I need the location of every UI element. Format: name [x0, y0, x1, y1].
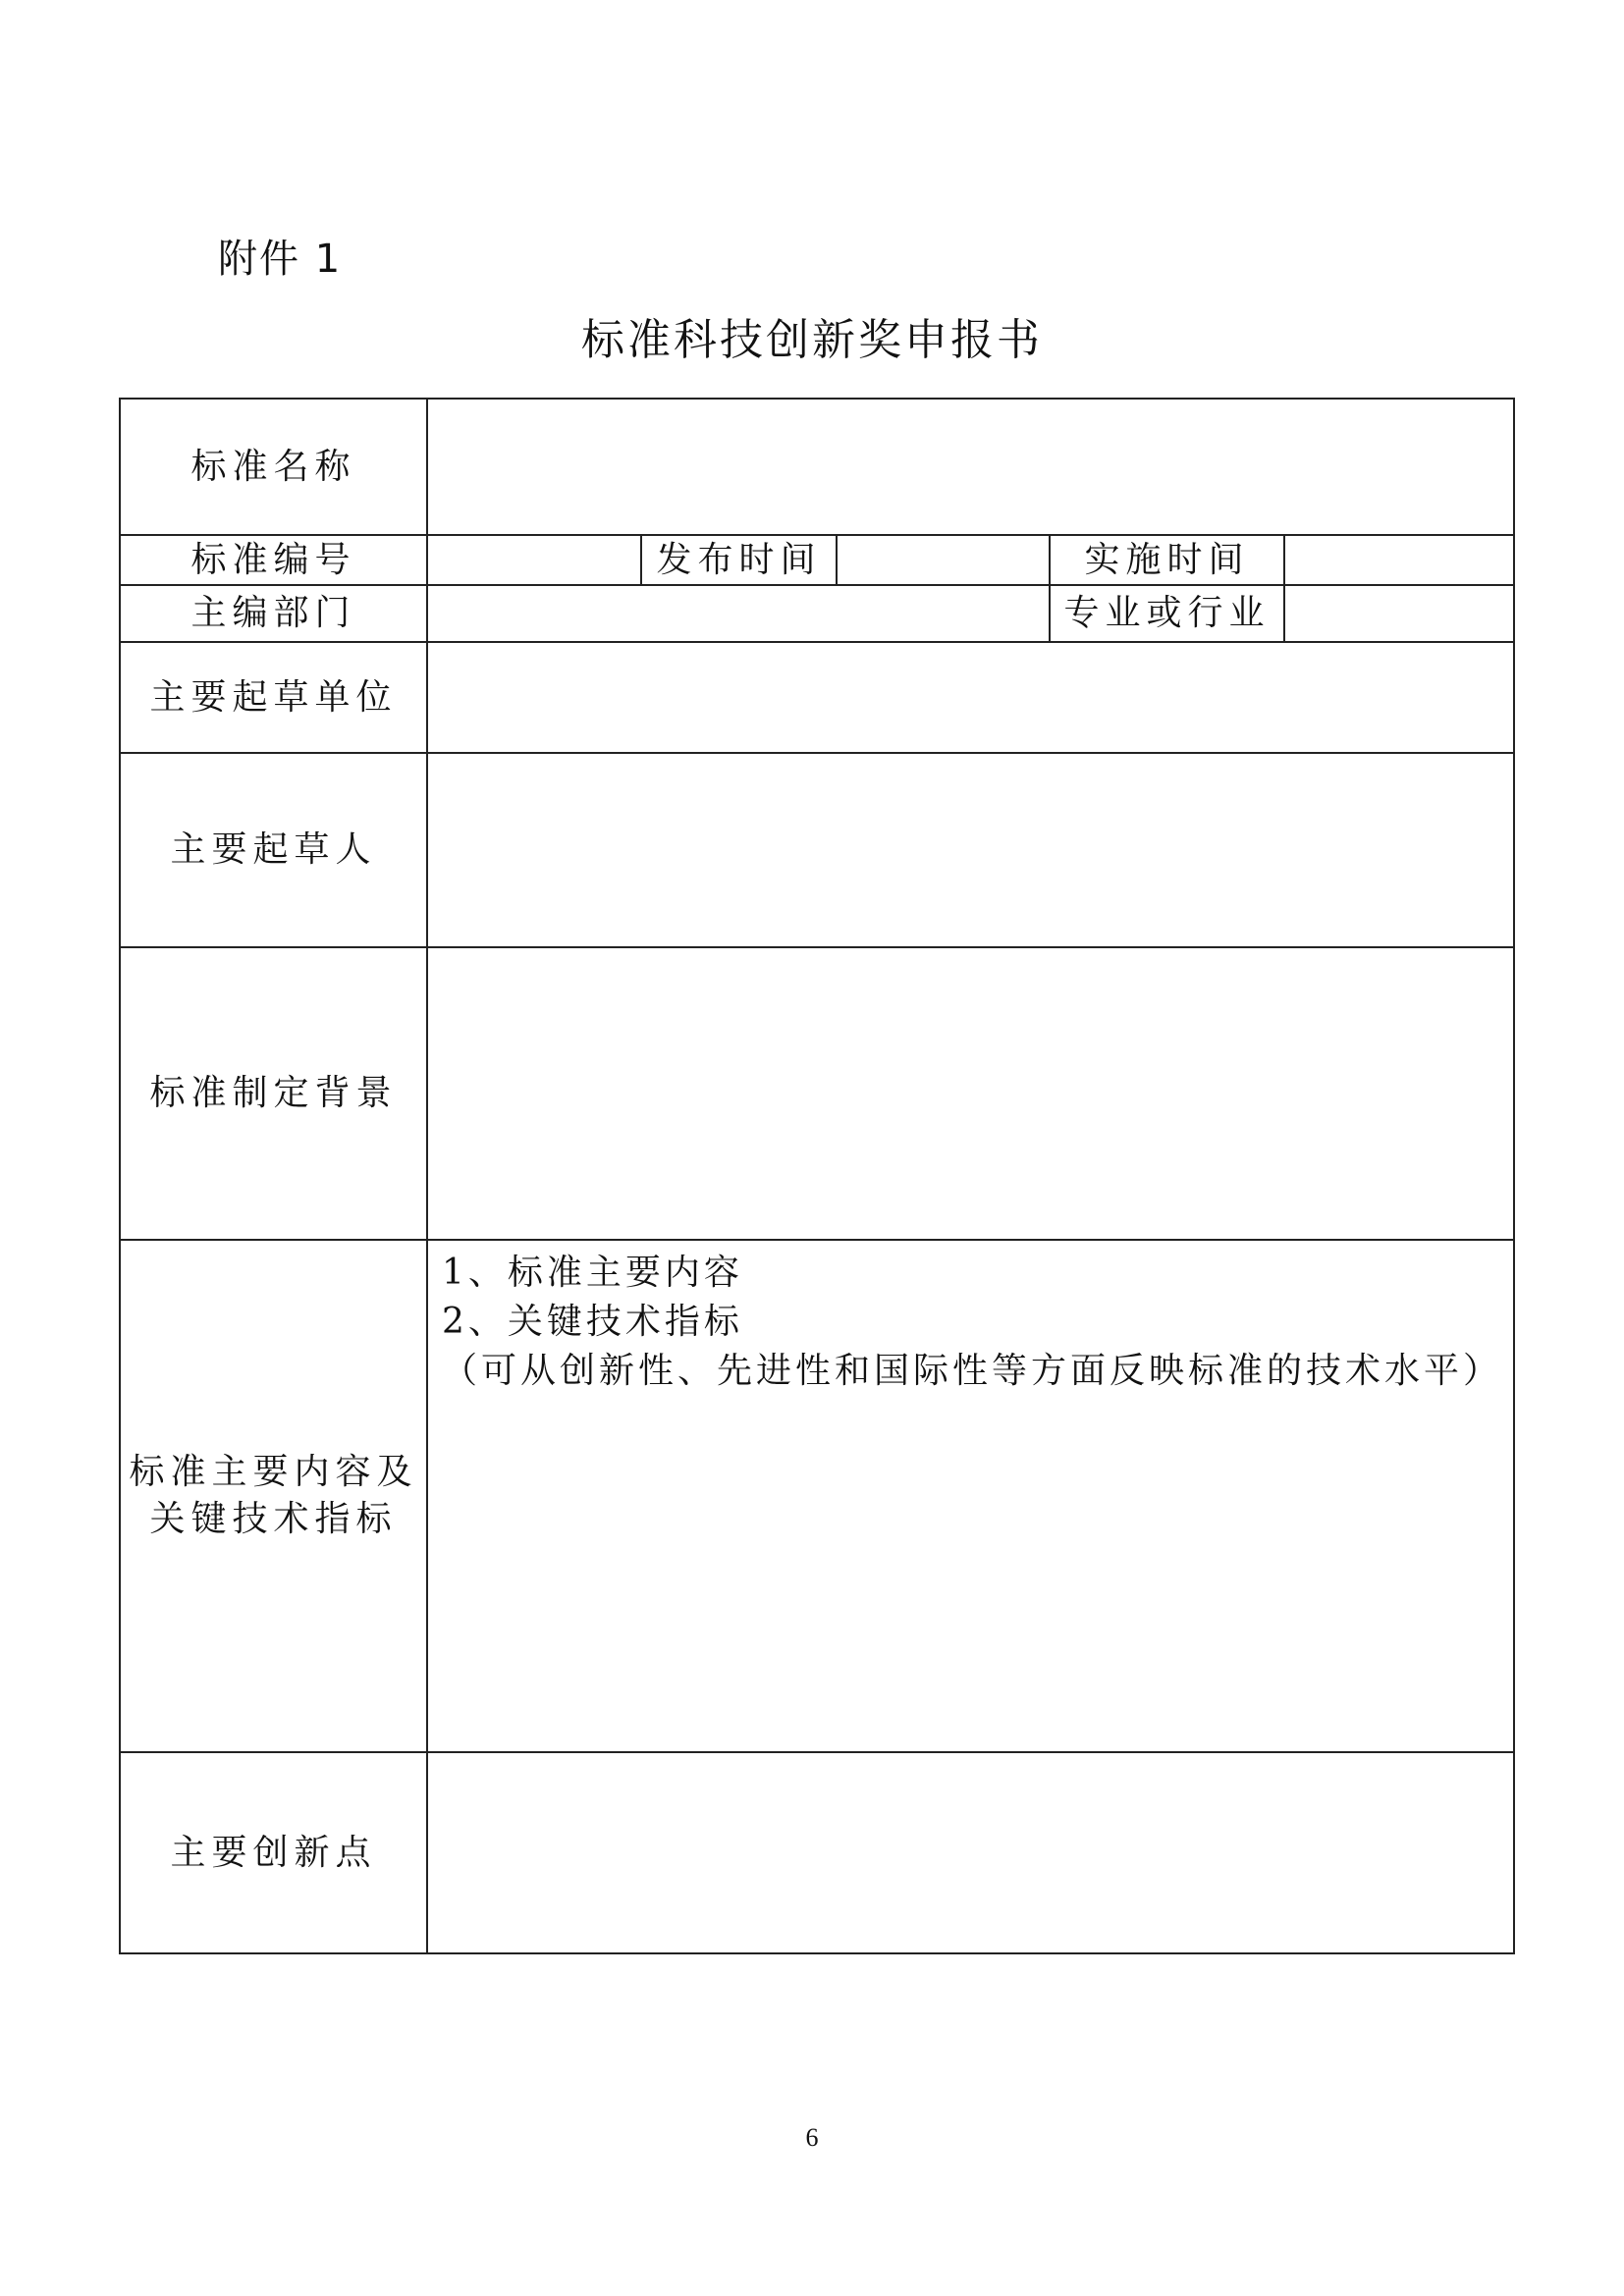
main-drafting-unit-label: 主要起草单位 [120, 642, 427, 753]
row-standard-name [120, 399, 1514, 535]
implementation-date-field[interactable] [1284, 535, 1514, 585]
specialty-field[interactable] [1284, 585, 1514, 642]
standard-number-label: 标准编号 [120, 535, 427, 585]
main-drafters-field[interactable] [427, 753, 1514, 947]
main-drafting-unit-field[interactable] [427, 642, 1514, 753]
chief-editor-dept-label: 主编部门 [120, 585, 427, 642]
main-content-label-line1: 标准主要内容及 [129, 1452, 418, 1492]
main-content-item-2: 2、关键技术指标 [442, 1302, 743, 1342]
main-content-label [120, 1240, 427, 1752]
main-drafters-label: 主要起草人 [120, 753, 427, 947]
standard-name-field[interactable] [427, 399, 1514, 535]
row-main-drafters [120, 753, 1514, 947]
main-content-note: （可从创新性、先进性和国际性等方面反映标准的技术水平） [442, 1351, 1503, 1391]
row-innovation [120, 1752, 1514, 1953]
attachment-label: 附件 1 [218, 237, 343, 282]
row-background [120, 947, 1514, 1240]
application-form-table [119, 398, 1515, 1954]
row-main-content [120, 1240, 1514, 1752]
innovation-field[interactable] [427, 1752, 1514, 1953]
main-content-item-1: 1、标准主要内容 [442, 1253, 743, 1293]
chief-editor-dept-field[interactable] [427, 585, 1050, 642]
background-label: 标准制定背景 [120, 947, 427, 1240]
main-content-field[interactable] [427, 1240, 1514, 1752]
row-standard-number [120, 535, 1514, 585]
standard-number-field[interactable] [427, 535, 641, 585]
row-main-drafting-unit [120, 642, 1514, 753]
standard-name-label: 标准名称 [120, 399, 427, 535]
release-date-label: 发布时间 [641, 535, 837, 585]
specialty-label: 专业或行业 [1050, 585, 1284, 642]
row-chief-editor [120, 585, 1514, 642]
main-content-label-line2: 关键技术指标 [149, 1499, 398, 1539]
release-date-field[interactable] [837, 535, 1050, 585]
background-field[interactable] [427, 947, 1514, 1240]
innovation-label: 主要创新点 [120, 1752, 427, 1953]
implementation-date-label: 实施时间 [1050, 535, 1284, 585]
document-title: 标准科技创新奖申报书 [581, 315, 1043, 365]
page-number: 6 [805, 2123, 819, 2152]
